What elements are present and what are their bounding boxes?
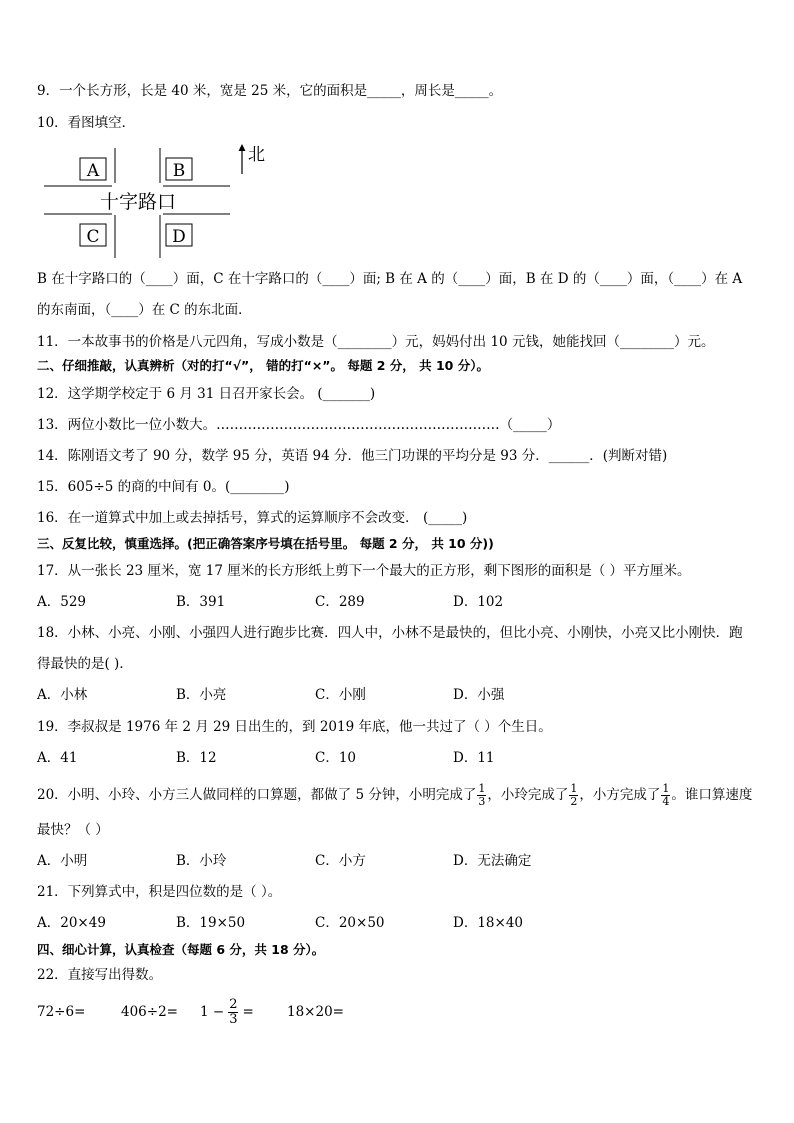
calc-item-c: 1 − $\frac{2}{3}$ = <box>200 997 254 1027</box>
section-4-heading: 四、细心计算，认真检查（每题 6 分，共 18 分）。 <box>37 942 325 957</box>
q17-option-b: B．391 <box>176 594 226 610</box>
q18-option-c: C．小刚 <box>315 687 366 703</box>
section-3-heading: 三、反复比较，慎重选择。(把正确答案序号填在括号里。 每题 2 分， 共 10 分)) <box>37 536 494 551</box>
question-13: 13．两位小数比一位小数大。………………………………………………………（_____） <box>37 417 561 433</box>
q20-text-4: 。谁口算速度 <box>671 787 753 803</box>
q20-option-b: B．小玲 <box>176 853 227 869</box>
calc-item-a: 72÷6= <box>37 1004 86 1020</box>
question-17: 17．从一张长 23 厘米，宽 17 厘米的长方形纸上剪下一个最大的正方形，剩下图形的面积是（ ）平方厘米。 <box>37 563 691 579</box>
question-16: 16．在一道算式中加上或去掉括号，算式的运算顺序不会改变． (_____) <box>37 510 468 526</box>
q19-option-c: C．10 <box>315 750 357 766</box>
label-a: A <box>86 161 100 181</box>
question-19: 19．李叔叔是 1976 年 2 月 29 日出生的，到 2019 年底，他一共过了（ ）个生日。 <box>37 719 552 735</box>
q18-option-a: A．小林 <box>37 687 88 703</box>
q21-option-c: C．20×50 <box>315 915 385 931</box>
q20-option-c: C．小方 <box>315 853 366 869</box>
question-22: 22．直接写出得数。 <box>37 967 163 983</box>
question-21: 21．下列算式中，积是四位数的是（ ）。 <box>37 884 282 900</box>
q20-option-d: D．无法确定 <box>453 853 532 869</box>
question-14: 14．陈刚语文考了 90 分，数学 95 分，英语 94 分．他三门功课的平均分是 93 分．______．(判断对错) <box>37 448 668 464</box>
question-18-line1: 18．小林、小亮、小刚、小强四人进行跑步比赛．四人中，小林不是最快的，但比小亮、小刚快，小亮又比小刚快．跑 <box>37 625 743 641</box>
q20-fraction-3: $\frac{1}{4}$ <box>662 782 670 808</box>
question-12: 12．这学期学校定于 6 月 31 日召开家长会。 (_______) <box>37 386 376 402</box>
q17-option-c: C．289 <box>315 594 365 610</box>
question-15: 15．605÷5 的商的中间有 0。(________) <box>37 479 290 495</box>
question-10: 10．看图填空． <box>37 115 136 131</box>
question-9: 9．一个长方形，长是 40 米，宽是 25 米，它的面积是_____，周长是_____。 <box>37 83 503 99</box>
question-20-line1 <box>37 780 752 810</box>
q21-option-b: B．19×50 <box>176 915 246 931</box>
crossroad-diagram <box>40 140 280 265</box>
q19-option-d: D．11 <box>453 750 495 766</box>
q18-option-b: B．小亮 <box>176 687 227 703</box>
north-label: 北 <box>248 145 265 165</box>
calc-item-d: 18×20= <box>287 1004 344 1020</box>
q20-fraction-1: $\frac{1}{3}$ <box>478 782 486 808</box>
q18-option-d: D．小强 <box>453 687 505 703</box>
q20-fraction-2: $\frac{1}{2}$ <box>570 782 578 808</box>
label-c: C <box>86 227 100 247</box>
question-10-line1: B 在十字路口的（____）面，C 在十字路口的（____）面; B 在 A 的（____）面，B 在 D 的（____）面，（____）在 A <box>37 271 743 287</box>
calc-item-c-fraction: $\frac{2}{3}$ <box>229 997 238 1027</box>
question-10-line2: 的东南面，（____）在 C 的东北面． <box>37 302 252 318</box>
question-11: 11．一本故事书的价格是八元四角，写成小数是（________）元，妈妈付出 10 元钱，她能找回（________）元。 <box>37 334 715 350</box>
q20-text-2: ，小玲完成了 <box>487 787 569 803</box>
q17-option-d: D．102 <box>453 594 504 610</box>
crossroad-label: 十字路口 <box>99 191 177 213</box>
calc-item-b: 406÷2= <box>121 1004 178 1020</box>
question-18-line2: 得最快的是( )． <box>37 656 133 672</box>
q20-option-a: A．小明 <box>37 853 88 869</box>
label-d: D <box>172 227 186 247</box>
label-b: B <box>172 161 186 181</box>
q20-text-1: 20．小明、小玲、小方三人做同样的口算题，都做了 5 分钟，小明完成了 <box>37 787 477 803</box>
section-2-heading: 二、仔细推敲，认真辨析（对的打“√”， 错的打“×”。 每题 2 分， 共 10 分）。 <box>37 358 489 373</box>
q19-option-a: A．41 <box>37 750 78 766</box>
q17-option-a: A．529 <box>37 594 87 610</box>
q20-text-3: ，小方完成了 <box>579 787 661 803</box>
q21-option-a: A．20×49 <box>37 915 106 931</box>
q21-option-d: D．18×40 <box>453 915 523 931</box>
question-20-line2: 最快？（ ） <box>37 822 109 838</box>
q19-option-b: B．12 <box>176 750 217 766</box>
